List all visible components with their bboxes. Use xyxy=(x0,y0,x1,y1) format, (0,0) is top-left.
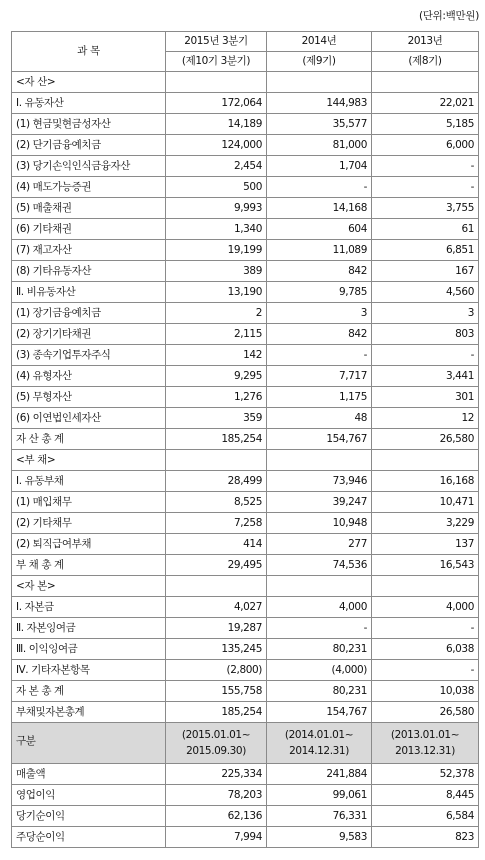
value-2013: 3 xyxy=(372,303,479,324)
value-2014: 842 xyxy=(267,324,372,345)
value-2015: 359 xyxy=(166,408,267,429)
period-2013-end: 2013.12.31) xyxy=(395,745,455,757)
value-2014: 35,577 xyxy=(267,114,372,135)
value-2013: - xyxy=(372,618,479,639)
row-label: (2) 단기금융예치금 xyxy=(12,135,166,156)
value-2014: - xyxy=(267,618,372,639)
value-2014: - xyxy=(267,345,372,366)
period-2014-end: 2014.12.31) xyxy=(289,745,349,757)
table-row xyxy=(12,177,479,198)
value-2013: 3,229 xyxy=(372,513,479,534)
period-header-row xyxy=(12,723,479,764)
row-label: <자 산> xyxy=(12,72,166,93)
row-label: (6) 기타채권 xyxy=(12,219,166,240)
table-row xyxy=(12,408,479,429)
period-2015-start: (2015.01.01~ xyxy=(181,729,251,741)
value-2014: 80,231 xyxy=(267,681,372,702)
value-2013: 3,755 xyxy=(372,198,479,219)
value-2015 xyxy=(166,576,267,597)
value-2015: 185,254 xyxy=(166,702,267,723)
row-label: (2) 기타채무 xyxy=(12,513,166,534)
value-2013: 16,543 xyxy=(372,555,479,576)
value-2015: 9,295 xyxy=(166,366,267,387)
value-2013: 803 xyxy=(372,324,479,345)
value-2013: 301 xyxy=(372,387,479,408)
period-2013 xyxy=(372,723,479,764)
value-2013: 4,000 xyxy=(372,597,479,618)
value-2014: 241,884 xyxy=(267,764,372,785)
table-row xyxy=(12,681,479,702)
header-2015-year: 2015년 3분기 xyxy=(166,32,267,52)
header-2015-term: (제10기 3분기) xyxy=(166,52,267,72)
value-2013: 61 xyxy=(372,219,479,240)
value-2015: 124,000 xyxy=(166,135,267,156)
value-2013: 6,000 xyxy=(372,135,479,156)
value-2015: 2,115 xyxy=(166,324,267,345)
row-label: (1) 장기금융예치금 xyxy=(12,303,166,324)
value-2015: 7,994 xyxy=(166,827,267,848)
row-label: Ⅱ. 비유동자산 xyxy=(12,282,166,303)
value-2015: 135,245 xyxy=(166,639,267,660)
row-label: (5) 매출채권 xyxy=(12,198,166,219)
value-2013: - xyxy=(372,156,479,177)
value-2015 xyxy=(166,72,267,93)
value-2013: 6,038 xyxy=(372,639,479,660)
value-2015: 185,254 xyxy=(166,429,267,450)
table-row xyxy=(12,639,479,660)
value-2015: 1,340 xyxy=(166,219,267,240)
table-row xyxy=(12,156,479,177)
value-2014: 9,785 xyxy=(267,282,372,303)
row-label: 당기순이익 xyxy=(12,806,166,827)
row-label: (1) 현금및현금성자산 xyxy=(12,114,166,135)
value-2014: (4,000) xyxy=(267,660,372,681)
value-2014: 74,536 xyxy=(267,555,372,576)
table-row xyxy=(12,366,479,387)
value-2013: - xyxy=(372,660,479,681)
value-2014: 39,247 xyxy=(267,492,372,513)
row-label: Ⅱ. 자본잉여금 xyxy=(12,618,166,639)
period-2014-start: (2014.01.01~ xyxy=(284,729,354,741)
value-2014: 3 xyxy=(267,303,372,324)
row-label: 부 채 총 계 xyxy=(12,555,166,576)
value-2014: 842 xyxy=(267,261,372,282)
value-2015: 1,276 xyxy=(166,387,267,408)
value-2014: 48 xyxy=(267,408,372,429)
row-label: (1) 매입채무 xyxy=(12,492,166,513)
row-label: 자 본 총 계 xyxy=(12,681,166,702)
header-2013-year: 2013년 xyxy=(372,32,479,52)
row-label: 부채및자본총계 xyxy=(12,702,166,723)
value-2014 xyxy=(267,450,372,471)
value-2014: 11,089 xyxy=(267,240,372,261)
value-2013 xyxy=(372,576,479,597)
value-2015: 7,258 xyxy=(166,513,267,534)
value-2013: 167 xyxy=(372,261,479,282)
value-2014: - xyxy=(267,177,372,198)
header-2014-term: (제9기) xyxy=(267,52,372,72)
value-2015: 2,454 xyxy=(166,156,267,177)
value-2014: 9,583 xyxy=(267,827,372,848)
value-2014: 277 xyxy=(267,534,372,555)
period-2015 xyxy=(166,723,267,764)
row-label: (3) 종속기업투자주식 xyxy=(12,345,166,366)
table-row xyxy=(12,534,479,555)
value-2013: 8,445 xyxy=(372,785,479,806)
period-2014 xyxy=(267,723,372,764)
value-2014: 144,983 xyxy=(267,93,372,114)
value-2015: 78,203 xyxy=(166,785,267,806)
row-label: Ⅰ. 유동부채 xyxy=(12,471,166,492)
value-2014: 154,767 xyxy=(267,429,372,450)
period-2015-end: 2015.09.30) xyxy=(186,745,246,757)
value-2015: 19,199 xyxy=(166,240,267,261)
value-2013 xyxy=(372,450,479,471)
table-row xyxy=(12,387,479,408)
table-row xyxy=(12,555,479,576)
value-2015: 225,334 xyxy=(166,764,267,785)
value-2014: 1,175 xyxy=(267,387,372,408)
value-2013: 26,580 xyxy=(372,429,479,450)
value-2013: 16,168 xyxy=(372,471,479,492)
income-statement-body xyxy=(12,764,479,848)
table-row xyxy=(12,450,479,471)
table-row xyxy=(12,303,479,324)
value-2015: 2 xyxy=(166,303,267,324)
header-2013-term: (제8기) xyxy=(372,52,479,72)
value-2014: 10,948 xyxy=(267,513,372,534)
value-2015: 19,287 xyxy=(166,618,267,639)
value-2014 xyxy=(267,576,372,597)
row-label: <자 본> xyxy=(12,576,166,597)
table-row xyxy=(12,576,479,597)
row-label: 영업이익 xyxy=(12,785,166,806)
row-label: (5) 무형자산 xyxy=(12,387,166,408)
row-label: (4) 유형자산 xyxy=(12,366,166,387)
value-2014: 80,231 xyxy=(267,639,372,660)
value-2013: 3,441 xyxy=(372,366,479,387)
table-row xyxy=(12,72,479,93)
value-2013: - xyxy=(372,345,479,366)
value-2013 xyxy=(372,72,479,93)
row-label: (4) 매도가능증권 xyxy=(12,177,166,198)
table-row xyxy=(12,198,479,219)
period-2013-start: (2013.01.01~ xyxy=(390,729,460,741)
table-row xyxy=(12,806,479,827)
table-row xyxy=(12,513,479,534)
table-row xyxy=(12,261,479,282)
value-2015: 9,993 xyxy=(166,198,267,219)
value-2015: 155,758 xyxy=(166,681,267,702)
table-row xyxy=(12,135,479,156)
value-2015 xyxy=(166,450,267,471)
value-2015: 172,064 xyxy=(166,93,267,114)
value-2013: 10,471 xyxy=(372,492,479,513)
row-label: (3) 당기손익인식금융자산 xyxy=(12,156,166,177)
value-2014: 1,704 xyxy=(267,156,372,177)
value-2015: 414 xyxy=(166,534,267,555)
table-row xyxy=(12,345,479,366)
row-label: (2) 퇴직급여부채 xyxy=(12,534,166,555)
value-2014 xyxy=(267,72,372,93)
row-label: 매출액 xyxy=(12,764,166,785)
table-row xyxy=(12,764,479,785)
table-row xyxy=(12,282,479,303)
value-2015: 62,136 xyxy=(166,806,267,827)
value-2015: 389 xyxy=(166,261,267,282)
table-row xyxy=(12,324,479,345)
table-row xyxy=(12,660,479,681)
value-2015: 13,190 xyxy=(166,282,267,303)
table-row xyxy=(12,785,479,806)
value-2014: 99,061 xyxy=(267,785,372,806)
row-label: (6) 이연법인세자산 xyxy=(12,408,166,429)
table-row xyxy=(12,618,479,639)
table-header-row xyxy=(12,32,479,52)
row-label: Ⅰ. 자본금 xyxy=(12,597,166,618)
header-account: 과 목 xyxy=(12,32,166,72)
row-label: Ⅲ. 이익잉여금 xyxy=(12,639,166,660)
value-2014: 73,946 xyxy=(267,471,372,492)
value-2014: 81,000 xyxy=(267,135,372,156)
value-2015: 8,525 xyxy=(166,492,267,513)
table-row xyxy=(12,702,479,723)
value-2013: 6,584 xyxy=(372,806,479,827)
value-2014: 7,717 xyxy=(267,366,372,387)
value-2014: 154,767 xyxy=(267,702,372,723)
financial-table xyxy=(11,31,479,848)
value-2015: 28,499 xyxy=(166,471,267,492)
table-row xyxy=(12,93,479,114)
row-label: (7) 재고자산 xyxy=(12,240,166,261)
row-label: (2) 장기기타채권 xyxy=(12,324,166,345)
value-2014: 604 xyxy=(267,219,372,240)
table-row xyxy=(12,597,479,618)
table-row xyxy=(12,429,479,450)
value-2013: 137 xyxy=(372,534,479,555)
value-2014: 14,168 xyxy=(267,198,372,219)
table-row xyxy=(12,492,479,513)
value-2013: 12 xyxy=(372,408,479,429)
value-2015: 29,495 xyxy=(166,555,267,576)
row-label: 자 산 총 계 xyxy=(12,429,166,450)
income-header xyxy=(12,723,479,764)
value-2014: 4,000 xyxy=(267,597,372,618)
table-row xyxy=(12,240,479,261)
row-label: Ⅰ. 유동자산 xyxy=(12,93,166,114)
value-2013: 10,038 xyxy=(372,681,479,702)
value-2013: 6,851 xyxy=(372,240,479,261)
balance-sheet-body xyxy=(12,72,479,723)
value-2015: 14,189 xyxy=(166,114,267,135)
value-2015: (2,800) xyxy=(166,660,267,681)
period-label: 구분 xyxy=(12,723,166,764)
row-label: Ⅳ. 기타자본항목 xyxy=(12,660,166,681)
unit-note: (단위:백만원) xyxy=(418,10,479,22)
table-row xyxy=(12,114,479,135)
value-2015: 142 xyxy=(166,345,267,366)
row-label: 주당순이익 xyxy=(12,827,166,848)
value-2014: 76,331 xyxy=(267,806,372,827)
value-2013: 823 xyxy=(372,827,479,848)
row-label: <부 채> xyxy=(12,450,166,471)
table-row xyxy=(12,219,479,240)
table-row xyxy=(12,827,479,848)
value-2013: 4,560 xyxy=(372,282,479,303)
value-2013: 26,580 xyxy=(372,702,479,723)
table-row xyxy=(12,471,479,492)
value-2013: 5,185 xyxy=(372,114,479,135)
value-2013: 22,021 xyxy=(372,93,479,114)
value-2015: 500 xyxy=(166,177,267,198)
header-2014-year: 2014년 xyxy=(267,32,372,52)
value-2013: 52,378 xyxy=(372,764,479,785)
row-label: (8) 기타유동자산 xyxy=(12,261,166,282)
value-2015: 4,027 xyxy=(166,597,267,618)
value-2013: - xyxy=(372,177,479,198)
